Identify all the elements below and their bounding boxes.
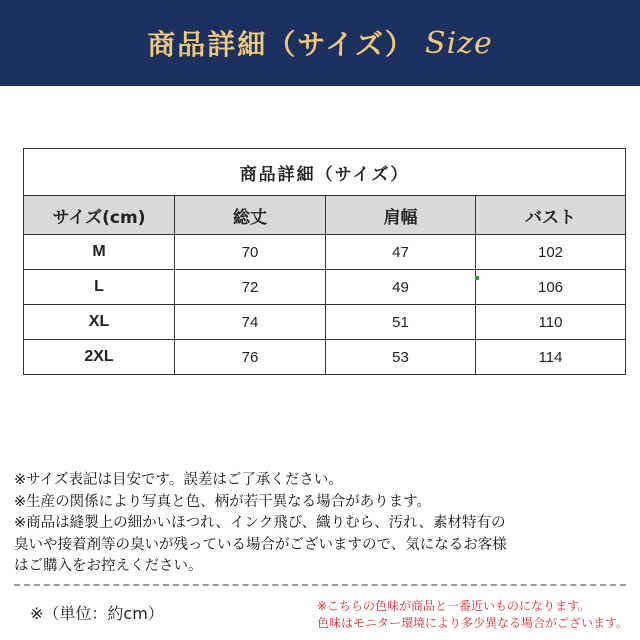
dashed-divider (14, 584, 626, 586)
table-row (24, 270, 626, 305)
note-line: ※生産の関係により写真と色、柄が若干異なる場合があります。 (14, 493, 431, 510)
shoulder-cell: 49 (326, 270, 476, 305)
unit-label: ※（単位：約cm） (30, 604, 164, 623)
notes-block (14, 470, 630, 578)
note-line: はご購入をお控えください。 (14, 558, 203, 574)
length-cell: 70 (175, 235, 326, 270)
table-row (24, 340, 626, 375)
shoulder-cell: 47 (326, 235, 476, 270)
header-size: サイズ(cm) (24, 196, 175, 235)
banner-title: 商品詳細（サイズ） (147, 28, 416, 61)
color-note-line: ※こちらの色味が商品と一番近いものになります。 (316, 599, 591, 613)
title-banner (0, 0, 640, 86)
banner-script-title: Size (425, 25, 493, 61)
size-cell: M (24, 235, 175, 270)
length-cell: 76 (175, 340, 326, 375)
length-cell: 72 (175, 270, 326, 305)
table-row (24, 235, 626, 270)
note-line: ※サイズ表記は目安です。誤差はご了承ください。 (14, 472, 343, 488)
size-cell: XL (24, 305, 175, 340)
bust-cell: 102 (476, 235, 626, 270)
size-table (23, 148, 626, 375)
table-title: 商品詳細（サイズ） (24, 149, 626, 196)
length-cell: 74 (175, 305, 326, 340)
header-shoulder: 肩幅 (326, 196, 476, 235)
size-cell: 2XL (24, 340, 175, 375)
shoulder-cell: 51 (326, 305, 476, 340)
bust-cell: 106 (476, 270, 626, 305)
size-cell: L (24, 270, 175, 305)
header-bust: バスト (476, 196, 626, 235)
decorative-mark (475, 276, 479, 280)
bust-cell: 114 (476, 340, 626, 375)
note-line: ※商品は縫製上の細かいほつれ、インク飛び、織りむら、汚れ、素材特有の (14, 515, 506, 531)
shoulder-cell: 53 (326, 340, 476, 375)
bust-cell: 110 (476, 305, 626, 340)
color-note-line: 色味はモニター環境により多少異なる場合がございます。 (316, 616, 628, 630)
table-row (24, 305, 626, 340)
table-header-row (24, 196, 626, 235)
header-length: 総丈 (175, 196, 326, 235)
color-note (317, 598, 628, 632)
note-line: 臭いや接着剤等の臭いが残っている場合がございますので、気になるお客様 (14, 536, 507, 553)
